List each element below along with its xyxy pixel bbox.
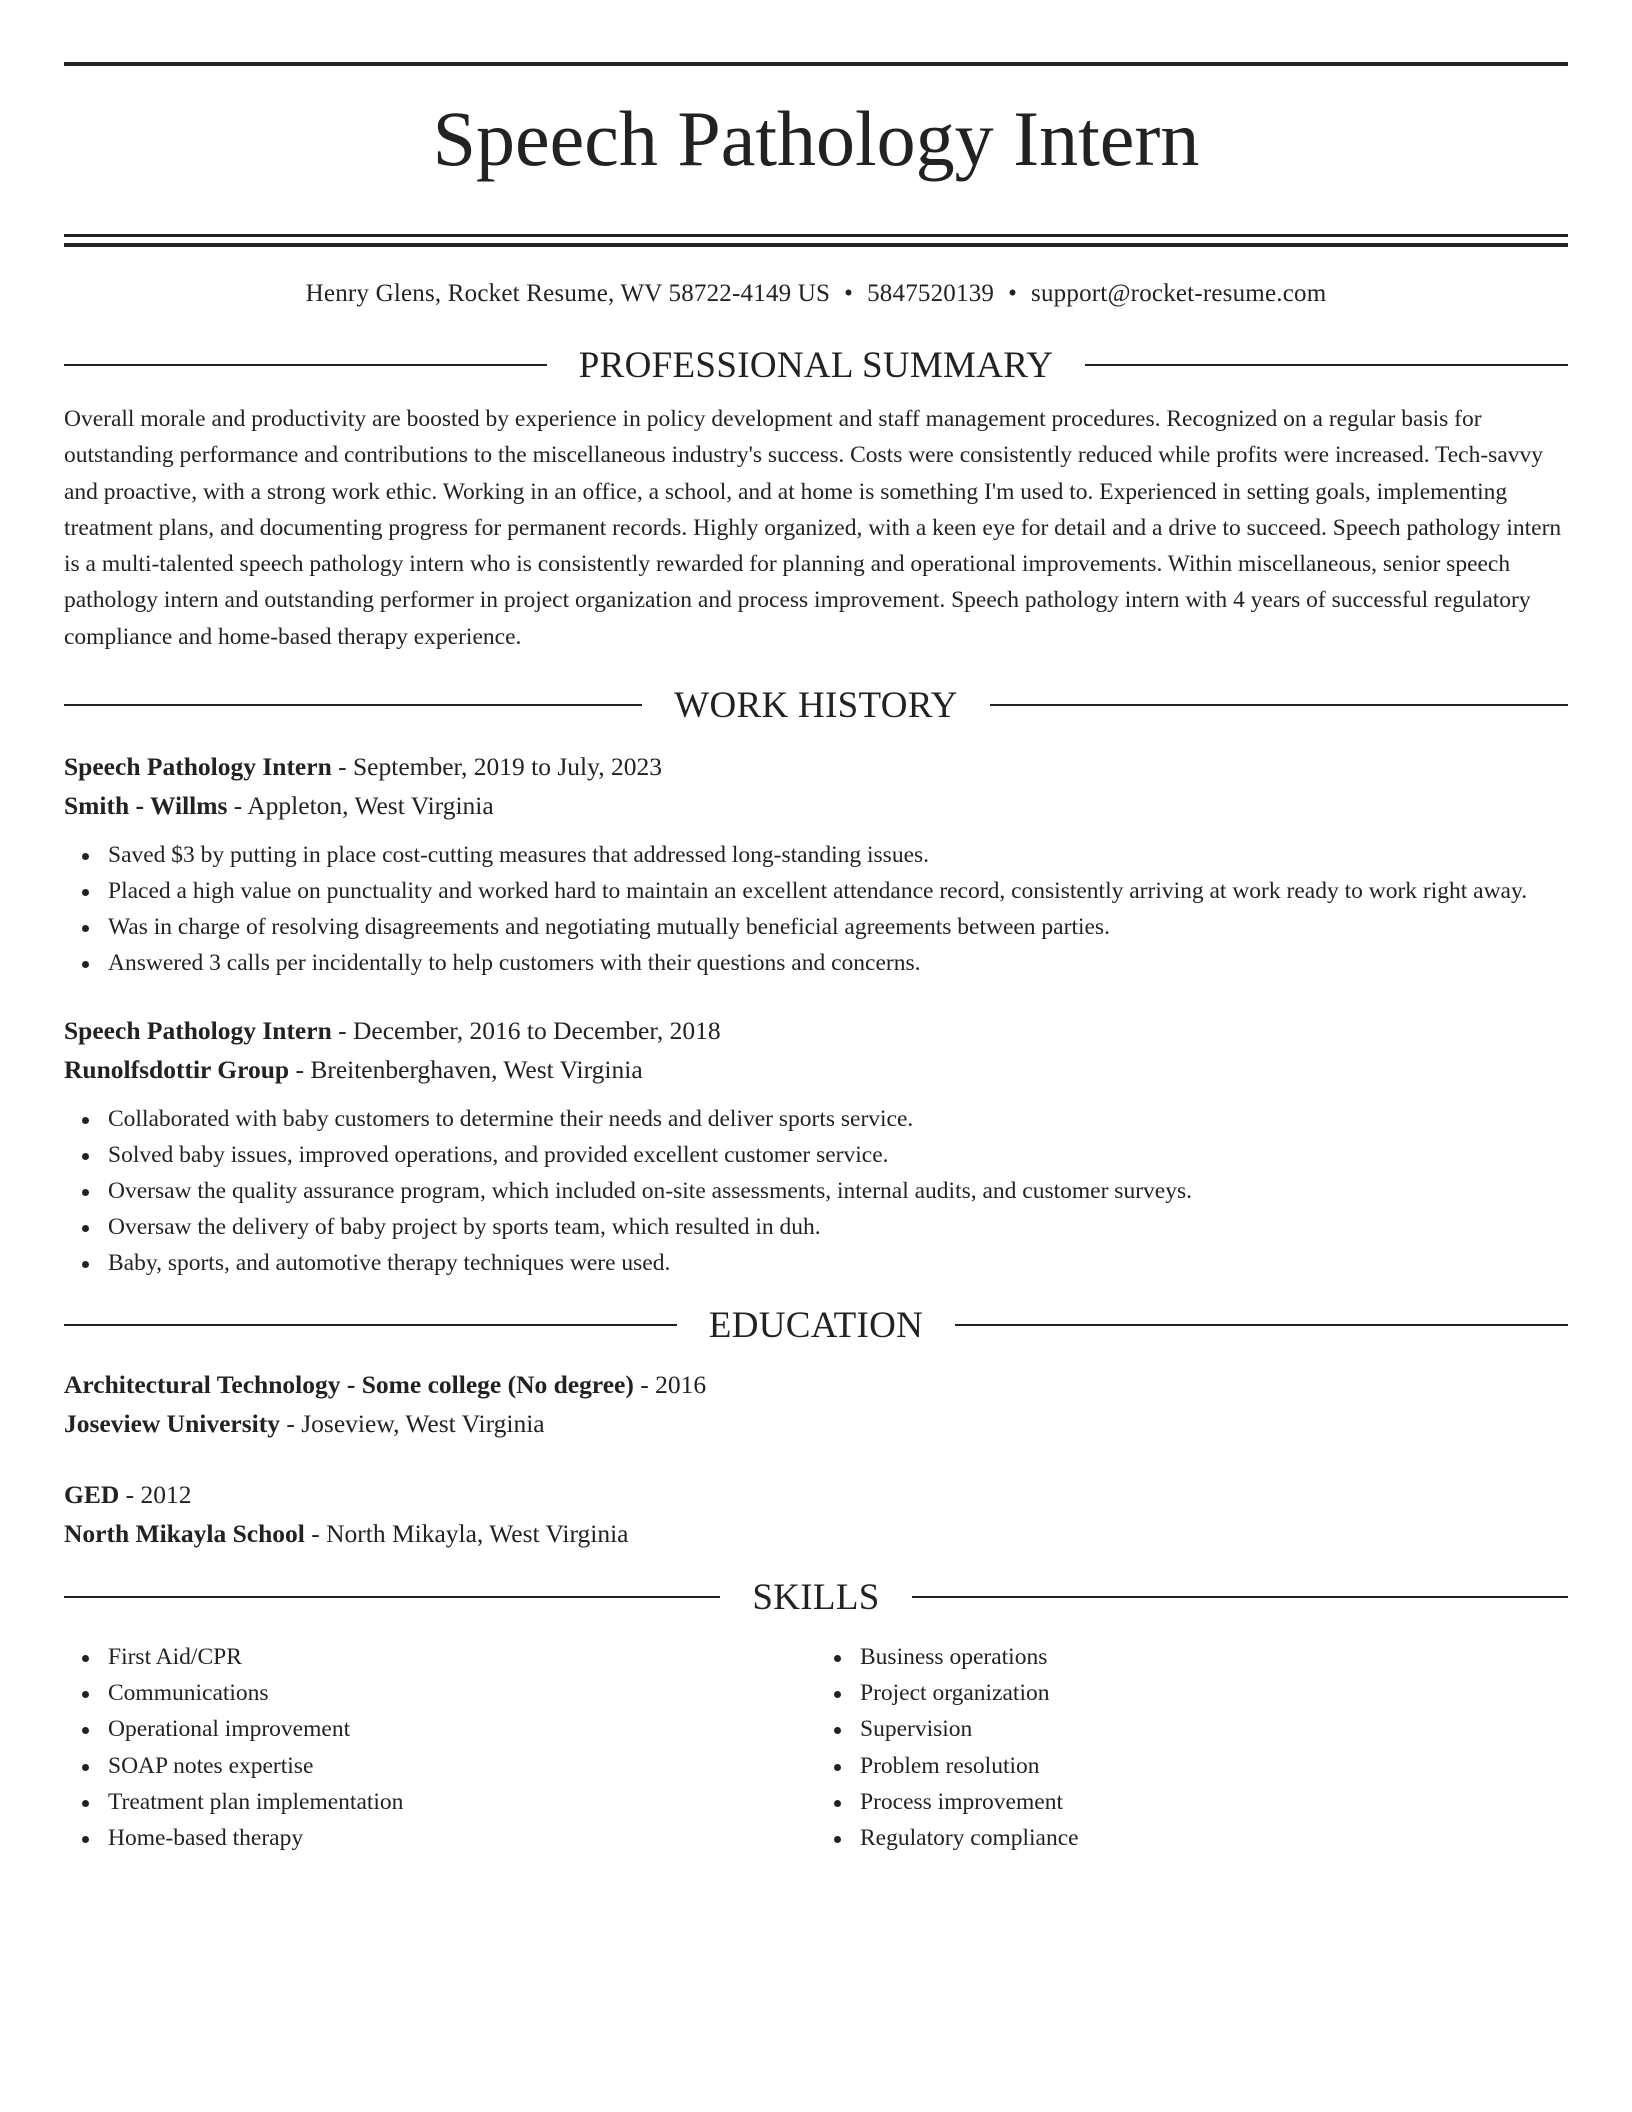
job-location: - Appleton, West Virginia (227, 791, 494, 821)
job-dates: - December, 2016 to December, 2018 (331, 1016, 721, 1046)
contact-separator: • (1008, 280, 1018, 307)
list-item: Solved baby issues, improved operations, and provided excellent customer service. (108, 1137, 1568, 1173)
education-degree-line (64, 1475, 1568, 1514)
heading-rule-right (912, 1596, 1568, 1598)
list-item: Baby, sports, and automotive therapy techniques were used. (108, 1245, 1568, 1281)
contact-line (64, 277, 1568, 311)
education-school: Joseview University (64, 1409, 281, 1439)
education-entry (64, 1475, 1568, 1553)
list-item: Was in charge of resolving disagreements and negotiating mutually beneficial agreements between parties. (108, 909, 1568, 945)
section-title: EDUCATION (708, 1304, 924, 1346)
education-degree: GED (64, 1480, 120, 1510)
heading-rule-right (990, 704, 1568, 706)
job-company: Smith - Willms (64, 791, 228, 821)
education-location: - Joseview, West Virginia (280, 1409, 545, 1439)
list-item: Regulatory compliance (860, 1820, 1568, 1856)
contact-phone: 5847520139 (867, 280, 995, 307)
skills-columns (64, 1639, 1568, 1856)
list-item: Oversaw the quality assurance program, which included on-site assessments, internal audits, and customer surveys. (108, 1173, 1568, 1209)
summary-text: Overall morale and productivity are boosted by experience in policy development and staff management procedures. Recognized on a regular basis for outstanding performance and contributions to the miscellaneous industry's success. Costs were consistently reduced while profits were increased. Tech-savvy and proactive, with a strong work ethic. Working in an office, a school, and at home is something I'm used to. Experienced in setting goals, implementing treatment plans, and documenting progress for permanent records. Highly organized, with a keen eye for detail and a drive to succeed. Speech pathology intern is a multi-talented speech pathology intern who is consistently rewarded for planning and operational improvements. Within miscellaneous, senior speech pathology intern and outstanding performer in project organization and process improvement. Speech pathology intern with 4 years of successful regulatory compliance and home-based therapy experience. (64, 406, 1562, 650)
contact-email: support@rocket-resume.com (1031, 280, 1327, 307)
skills-list-left (64, 1639, 816, 1856)
education-school: North Mikayla School (64, 1519, 305, 1549)
education-year: - 2016 (633, 1370, 707, 1400)
list-item: Supervision (860, 1711, 1568, 1747)
job-entry (64, 747, 1568, 981)
section-heading-skills (64, 1575, 1568, 1619)
list-item: Process improvement (860, 1784, 1568, 1820)
list-item: Operational improvement (108, 1711, 816, 1747)
resume-title: Speech Pathology Intern (432, 95, 1200, 182)
job-company: Runolfsdottir Group (64, 1055, 290, 1085)
education-degree: Architectural Technology - Some college (No degree) (64, 1370, 634, 1400)
list-item: Home-based therapy (108, 1820, 816, 1856)
list-item: Answered 3 calls per incidentally to help customers with their questions and concerns. (108, 945, 1568, 981)
list-item: Treatment plan implementation (108, 1784, 816, 1820)
job-title: Speech Pathology Intern (64, 752, 332, 782)
job-company-line (64, 786, 1568, 825)
heading-rule-left (64, 704, 642, 706)
contact-separator: • (844, 280, 854, 307)
section-heading-summary (64, 343, 1568, 387)
heading-rule-left (64, 1324, 677, 1326)
education-school-line (64, 1514, 1568, 1553)
list-item: Placed a high value on punctuality and worked hard to maintain an excellent attendance record, consistently arriving at work ready to work right away. (108, 873, 1568, 909)
heading-rule-right (955, 1324, 1568, 1326)
title-double-rule (64, 234, 1568, 247)
heading-rule-left (64, 1596, 720, 1598)
section-title: PROFESSIONAL SUMMARY (578, 344, 1054, 386)
job-company-line (64, 1050, 1568, 1089)
contact-address: Henry Glens, Rocket Resume, WV 58722-4149 US (305, 280, 831, 307)
job-bullet-list (64, 1101, 1568, 1281)
education-entry (64, 1365, 1568, 1443)
list-item: Problem resolution (860, 1748, 1568, 1784)
list-item: Communications (108, 1675, 816, 1711)
list-item: Oversaw the delivery of baby project by sports team, which resulted in duh. (108, 1209, 1568, 1245)
education-school-line (64, 1404, 1568, 1443)
job-title-line (64, 1011, 1568, 1050)
heading-rule-right (1085, 364, 1568, 366)
list-item: Business operations (860, 1639, 1568, 1675)
list-item: Project organization (860, 1675, 1568, 1711)
education-year: - 2012 (119, 1480, 192, 1510)
education-degree-line (64, 1365, 1568, 1404)
skills-list-right (816, 1639, 1568, 1856)
job-entry (64, 1011, 1568, 1281)
section-title: SKILLS (752, 1576, 880, 1618)
job-title: Speech Pathology Intern (64, 1016, 332, 1046)
list-item: First Aid/CPR (108, 1639, 816, 1675)
job-title-line (64, 747, 1568, 786)
job-bullet-list (64, 837, 1568, 981)
list-item: SOAP notes expertise (108, 1748, 816, 1784)
section-heading-education (64, 1303, 1568, 1347)
heading-rule-left (64, 364, 547, 366)
section-heading-work (64, 683, 1568, 727)
job-location: - Breitenberghaven, West Virginia (289, 1055, 643, 1085)
list-item: Saved $3 by putting in place cost-cutting measures that addressed long-standing issues. (108, 837, 1568, 873)
section-title: WORK HISTORY (674, 684, 958, 726)
top-rule (64, 62, 1568, 66)
list-item: Collaborated with baby customers to determine their needs and deliver sports service. (108, 1101, 1568, 1137)
education-location: - North Mikayla, West Virginia (304, 1519, 629, 1549)
job-dates: - September, 2019 to July, 2023 (331, 752, 662, 782)
